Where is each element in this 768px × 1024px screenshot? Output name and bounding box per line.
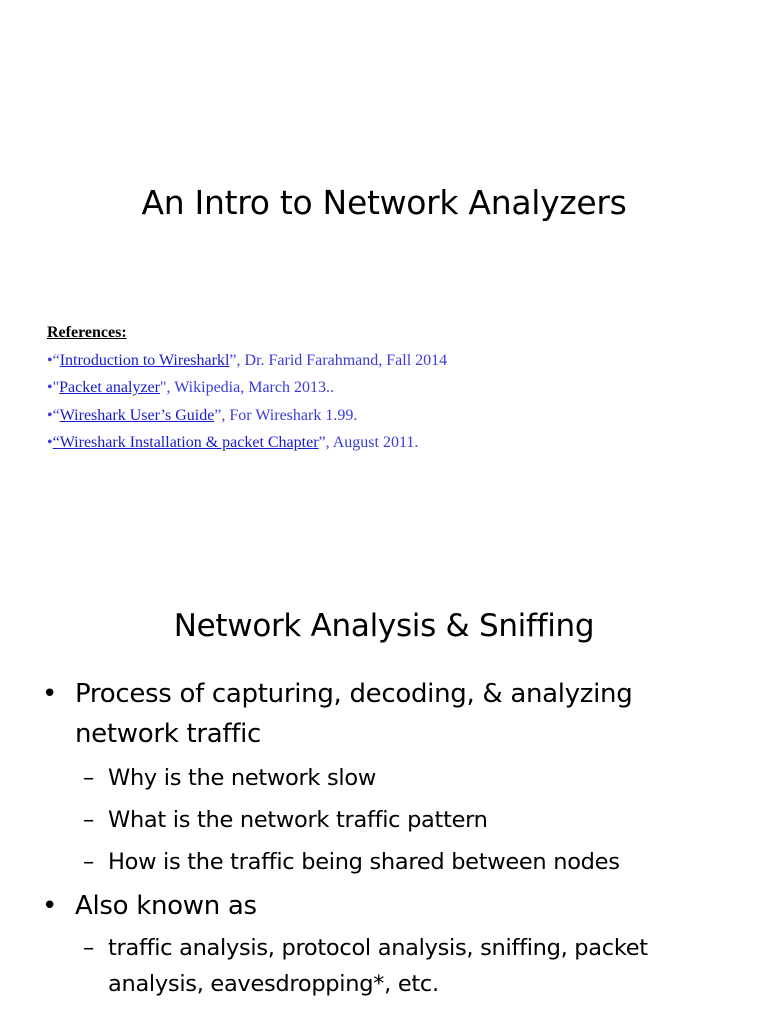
slide-network-analysis [0, 512, 768, 1024]
sub-bullet-item [42, 844, 742, 880]
references-block [47, 319, 447, 457]
dash-marker: – [83, 935, 94, 961]
reference-source: ”, Dr. Farid Farahmand, Fall 2014 [229, 351, 448, 369]
sub-bullet-text: How is the traffic being shared between nodes [108, 849, 620, 875]
dash-marker: – [83, 849, 94, 875]
bullet-marker: • [47, 434, 53, 451]
bullet-marker: • [42, 891, 58, 921]
bullet-text: Also known as [75, 891, 257, 921]
quote-open: “ [52, 351, 60, 369]
reference-item [47, 429, 447, 457]
reference-link[interactable]: Packet analyzer [59, 379, 160, 396]
reference-source: ”, August 2011. [318, 434, 419, 451]
reference-source: ", Wikipedia, March 2013.. [159, 379, 334, 396]
reference-item [47, 374, 447, 402]
reference-source: ”, For Wireshark 1.99. [214, 406, 358, 424]
bullet-item [42, 674, 742, 754]
slide-title: Network Analysis & Sniffing [173, 608, 595, 644]
reference-link[interactable]: Introduction to Wiresharkl [59, 351, 230, 369]
reference-item [47, 402, 447, 430]
reference-item [47, 347, 447, 375]
references-heading: References: [47, 324, 127, 341]
sub-bullet-text: Why is the network slow [108, 765, 376, 791]
bullet-marker: • [47, 351, 53, 369]
bullet-marker: • [47, 406, 53, 424]
reference-link[interactable]: “Wireshark Installation & packet Chapter [52, 434, 319, 451]
dash-marker: – [83, 765, 94, 791]
sub-bullet-item [42, 802, 742, 838]
bullet-list [42, 674, 742, 1002]
bullet-marker: • [42, 679, 58, 709]
sub-bullet-text: What is the network traffic pattern [108, 807, 488, 833]
sub-bullet-item [42, 930, 742, 1002]
bullet-item [42, 886, 742, 926]
bullet-marker: • [47, 379, 53, 396]
quote-open: “ [52, 406, 60, 424]
slide-title: An Intro to Network Analyzers [141, 183, 627, 222]
bullet-text: Process of capturing, decoding, & analyzing network traffic [75, 679, 633, 749]
dash-marker: – [83, 807, 94, 833]
sub-bullet-item [42, 760, 742, 796]
quote-open: " [52, 379, 60, 396]
reference-link[interactable]: Wireshark User’s Guide [59, 406, 215, 424]
sub-bullet-text: traffic analysis, protocol analysis, sniffing, packet analysis, eavesdropping*, etc. [108, 935, 648, 997]
